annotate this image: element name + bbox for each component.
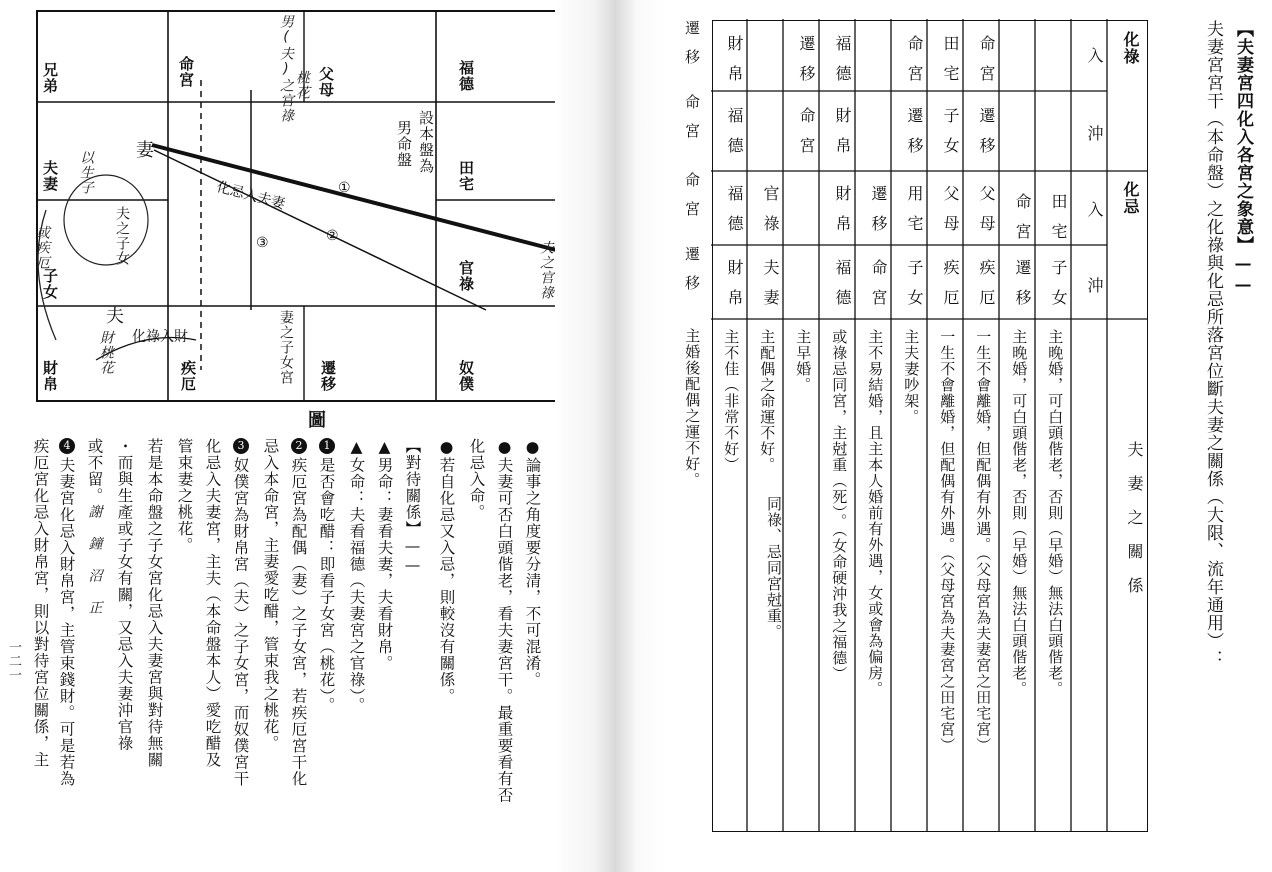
handwriting-left1: 以生子	[78, 150, 94, 195]
col-m13: 管束妻之桃花。	[175, 438, 194, 554]
header-rel: 夫妻之關係	[1125, 441, 1144, 611]
r4-ji-chong: 疾厄	[941, 259, 960, 319]
cell-tianzhai: 田宅	[457, 160, 475, 192]
r5-lu-ru: 命宮	[905, 35, 924, 95]
r11-desc: 主婚後配偶之運不好。	[683, 328, 702, 488]
cell-zinv: 子女	[41, 268, 59, 300]
r6-ji-chong: 命宮	[869, 259, 888, 319]
r9-ji-ru: 官祿	[761, 185, 780, 245]
col-m3: 化忌入命。	[467, 438, 486, 521]
col-l2: ・而與生產或子女有關，又忌入夫妻沖官祿	[115, 438, 134, 752]
r7-ji-chong: 福德	[833, 259, 852, 319]
r2-desc: 主晚婚，可白頭偕老，否則（早婚）無法白頭偕老。	[1010, 329, 1029, 697]
r7-desc: 或祿忌同宮，主尅重（死）。（女命硬沖我之福德）	[830, 329, 849, 682]
r10-ji-ru: 福德	[725, 185, 744, 245]
sub-chong-2: 沖	[1085, 277, 1104, 294]
handwriting-bottom: 財桃花	[98, 330, 114, 375]
r6-desc: 主不易結婚，且主本人婚前有外遇，女或會為偏房。	[866, 329, 885, 697]
r7-lu-ru: 福德	[833, 35, 852, 95]
cell-xiongdi: 兄弟	[41, 62, 59, 94]
handwriting-top2: 桃花	[294, 70, 310, 100]
r2-ji-chong: 遷移	[1013, 259, 1032, 319]
col-m11: 3奴僕宮為財帛宮（夫）之子女宮，而奴僕宮干	[231, 439, 250, 787]
r11-ji-ru: 命宮	[683, 172, 701, 230]
col-m9: 2疾厄宮為配偶（妻）之子女宮，若疾厄宮干化	[289, 439, 308, 787]
r1-ji-ru: 田宅	[1049, 193, 1068, 253]
r11-lu-ru: 遷移	[683, 20, 701, 78]
qi-label: 妻	[136, 140, 154, 161]
cell-jie: 疾厄	[179, 360, 197, 392]
r4-ji-ru: 父母	[941, 185, 960, 245]
cell-fumu: 父母	[317, 66, 335, 98]
book-gutter	[555, 0, 665, 872]
marker-1: ①	[338, 180, 351, 196]
lu-cai-label: 化祿入財	[132, 329, 188, 345]
col-m10: 忌入本命宮，主妻愛吃醋，管束我之桃花。	[261, 438, 280, 752]
col-m5: 【對待關係】——	[403, 438, 422, 575]
ji-line-label: 化忌入夫妻	[214, 179, 287, 213]
figure-marker: 圖	[305, 410, 326, 429]
page-number-left: 一二一	[6, 640, 21, 682]
marker-2: ②	[326, 228, 339, 244]
col-m6: ▲男命：妻看夫妻，夫看財帛。	[375, 438, 394, 672]
r3-desc: 一生不會離婚，但配偶有外遇。（父母宮為夫妻宮之田宅宮）	[974, 329, 993, 754]
r5-ji-chong: 子女	[905, 259, 924, 319]
palace-chart	[36, 10, 584, 402]
header-lu: 化祿	[1121, 31, 1140, 65]
center-note-2: 男命盤	[395, 120, 413, 168]
handwriting-top: 男(夫)之官祿	[278, 14, 294, 123]
r10-ji-chong: 財帛	[725, 259, 744, 319]
r11-ji-chong: 遷移	[683, 246, 701, 304]
sub-chong-1: 沖	[1085, 125, 1104, 142]
col-m12: 化忌入夫妻宮，主夫（本命盤本人）愛吃醋及	[203, 438, 222, 768]
r8-lu-ru: 遷移	[797, 35, 816, 95]
r4-lu-ru: 田宅	[941, 35, 960, 95]
r8-lu-chong: 命宮	[797, 107, 816, 167]
r5-lu-chong: 遷移	[905, 107, 924, 167]
fu-label: 夫	[106, 306, 124, 327]
relationship-grid	[712, 20, 1148, 832]
r3-ji-ru: 父母	[977, 185, 996, 245]
r2-ji-ru: 命宮	[1013, 193, 1032, 253]
center-note-1: 設本盤為	[417, 110, 435, 174]
col-l5: 疾厄宮化忌入財帛宮，則以對待宮位關係，主	[31, 438, 50, 768]
r10-lu-chong: 福德	[725, 107, 744, 167]
qi-zinv-label: 妻之子女宮	[278, 310, 294, 385]
col-l3: 或不留。謝 鐘 沼 正	[85, 438, 104, 615]
cell-guanlu: 官祿	[457, 260, 475, 292]
r9-desc: 主配偶之命運不好。	[758, 329, 777, 473]
r11-lu-chong: 命宮	[683, 94, 701, 152]
right-page	[680, 0, 1272, 872]
r3-lu-ru: 命宮	[977, 35, 996, 95]
r6-ji-ru: 遷移	[869, 185, 888, 245]
r10-lu-ru: 財帛	[725, 35, 744, 95]
cell-fuqi: 夫妻	[41, 160, 59, 192]
left-page	[0, 0, 626, 872]
r8-desc: 主早婚。	[794, 329, 813, 393]
r7-lu-chong: 財帛	[833, 107, 852, 167]
r1-ji-chong: 子女	[1049, 259, 1068, 319]
col-m4: ●若自化忌又入忌，則較沒有關係。	[437, 438, 456, 705]
col-l1: 若是本命盤之子女宮化忌入夫妻宮與對待無關	[145, 438, 164, 768]
r3-lu-chong: 遷移	[977, 107, 996, 167]
r5-desc: 主夫妻吵架。	[902, 329, 921, 425]
fu-zinv-label: 夫之子女	[114, 206, 130, 266]
col-m2: ●夫妻可否白頭偕老，看夫妻宮干。最重要看有否	[495, 438, 514, 804]
r5-ji-ru: 用宅	[905, 185, 924, 245]
page-subtitle: 夫妻宮宮干（本命盤）之化祿與化忌所落宮位斷夫妻之關係（大限、流年通用）：	[1203, 20, 1223, 668]
r7-ji-ru: 財帛	[833, 185, 852, 245]
col-m7: ▲女命：夫看福德（夫妻宮之官祿）。	[347, 438, 366, 714]
header-ji: 化忌	[1121, 181, 1140, 215]
col-m1: ●論事之角度要分清，不可混淆。	[523, 438, 542, 688]
r4-desc: 一生不會離婚，但配偶有外遇。（父母宮為夫妻宮之田宅宮）	[938, 329, 957, 754]
r10-desc: 主不佳（非常不好）	[722, 329, 741, 473]
page-title: 【夫妻宮四化入各宮之象意】——	[1233, 20, 1253, 296]
bracket-note: 同祿、忌同宮尅重。	[765, 496, 783, 640]
cell-nupu: 奴僕	[457, 360, 475, 392]
handwriting-left2: 或疾厄	[34, 225, 50, 270]
handwriting-right: 夫之官祿	[538, 240, 554, 300]
r4-lu-chong: 子女	[941, 107, 960, 167]
cell-caibo: 財帛	[41, 360, 59, 392]
marker-3: ③	[256, 235, 269, 251]
sub-ru-1: 入	[1085, 47, 1104, 64]
r1-desc: 主晚婚，可白頭偕老，否則（早婚）無法白頭偕老。	[1046, 329, 1065, 697]
cell-qianyi: 遷移	[319, 360, 337, 392]
cell-ming: 命宮	[177, 56, 195, 88]
col-l4: 4夫妻宮化忌入財帛宮，主管束錢財。可是若為	[57, 439, 76, 787]
r3-ji-chong: 疾厄	[977, 259, 996, 319]
cell-fude: 福德	[457, 60, 475, 92]
col-m8: 1是否會吃醋：即看子女宮（桃花）。	[317, 439, 336, 714]
sub-ru-2: 入	[1085, 201, 1104, 218]
r9-ji-chong: 夫妻	[761, 259, 780, 319]
